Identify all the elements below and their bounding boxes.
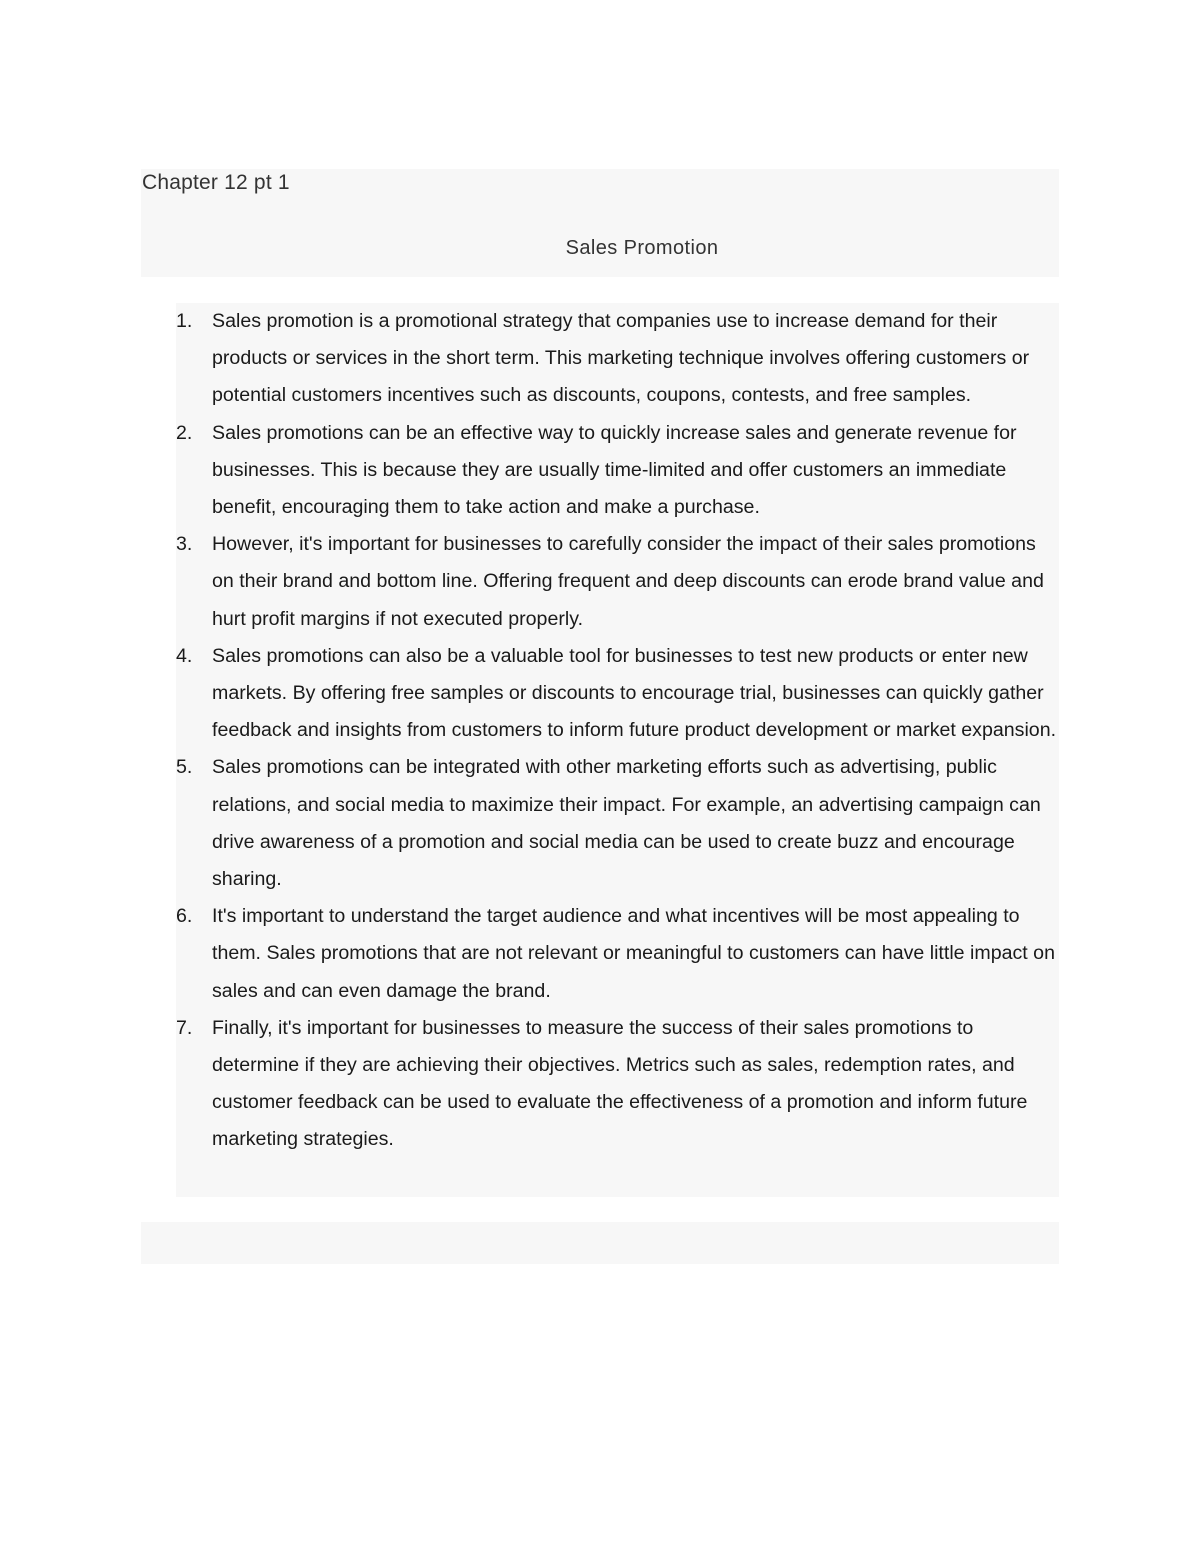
list-item-number: 2. [176,421,193,444]
list-item-text: Finally, it's important for businesses to measure the success of their sales promotions to determine if they are achieving their objectives. Metrics such as sales, redemption rates, and customer feedback can be used to evaluate the effectiveness of a promotion and inform future marketing strategies. [212,1016,1028,1151]
list-item-text: Sales promotions can also be a valuable tool for businesses to test new products or enter new markets. By offering free samples or discounts to encourage trial, businesses can quickly gather feedback and insights from customers to inform future product development or market expansion. [212,644,1057,742]
list-item-number: 3. [176,533,193,556]
list-item-text: Sales promotions can be an effective way to quickly increase sales and generate revenue for businesses. This is because they are usually time-limited and offer customers an immediate benefit, encouraging them to take action and make a purchase. [212,421,1017,519]
list-item [176,526,1062,638]
list-item-number: 7. [176,1016,193,1039]
list-item-number: 5. [176,756,193,779]
numbered-list [176,303,1059,1159]
list-item [176,415,1062,527]
list-item-number: 4. [176,644,193,667]
list-item-number: 6. [176,905,193,928]
list-item-text: Sales promotions can be integrated with other marketing efforts such as advertising, public relations, and social media to maximize their impact. For example, an advertising campaign can drive awareness of a promotion and social media can be used to create buzz and encourage sharing. [212,756,1041,891]
document-title: Sales Promotion [565,237,719,259]
header-block [141,169,1059,277]
list-item-number: 1. [176,310,193,332]
list-item [176,303,1062,415]
list-item [176,749,1062,898]
numbered-list-block [176,303,1059,1197]
empty-footer-block [141,1222,1059,1264]
list-item-text: It's important to understand the target audience and what incentives will be most appealing to them. Sales promotions that are not relevant or meaningful to customers can have little impact on sales and can even damage the brand. [212,905,1055,1002]
list-item [176,898,1062,1010]
list-item [176,1010,1062,1159]
chapter-label: Chapter 12 pt 1 [142,171,290,194]
list-item-text: However, it's important for businesses to carefully consider the impact of their sales promotions on their brand and bottom line. Offering frequent and deep discounts can erode brand value and hurt profit margins if not executed properly. [212,533,1044,630]
list-item [176,638,1062,750]
list-item-text: Sales promotion is a promotional strategy that companies use to increase demand for their products or services in the short term. This marketing technique involves offering customers or potential customers incentives such as discounts, coupons, contests, and free samples. [212,310,1030,407]
